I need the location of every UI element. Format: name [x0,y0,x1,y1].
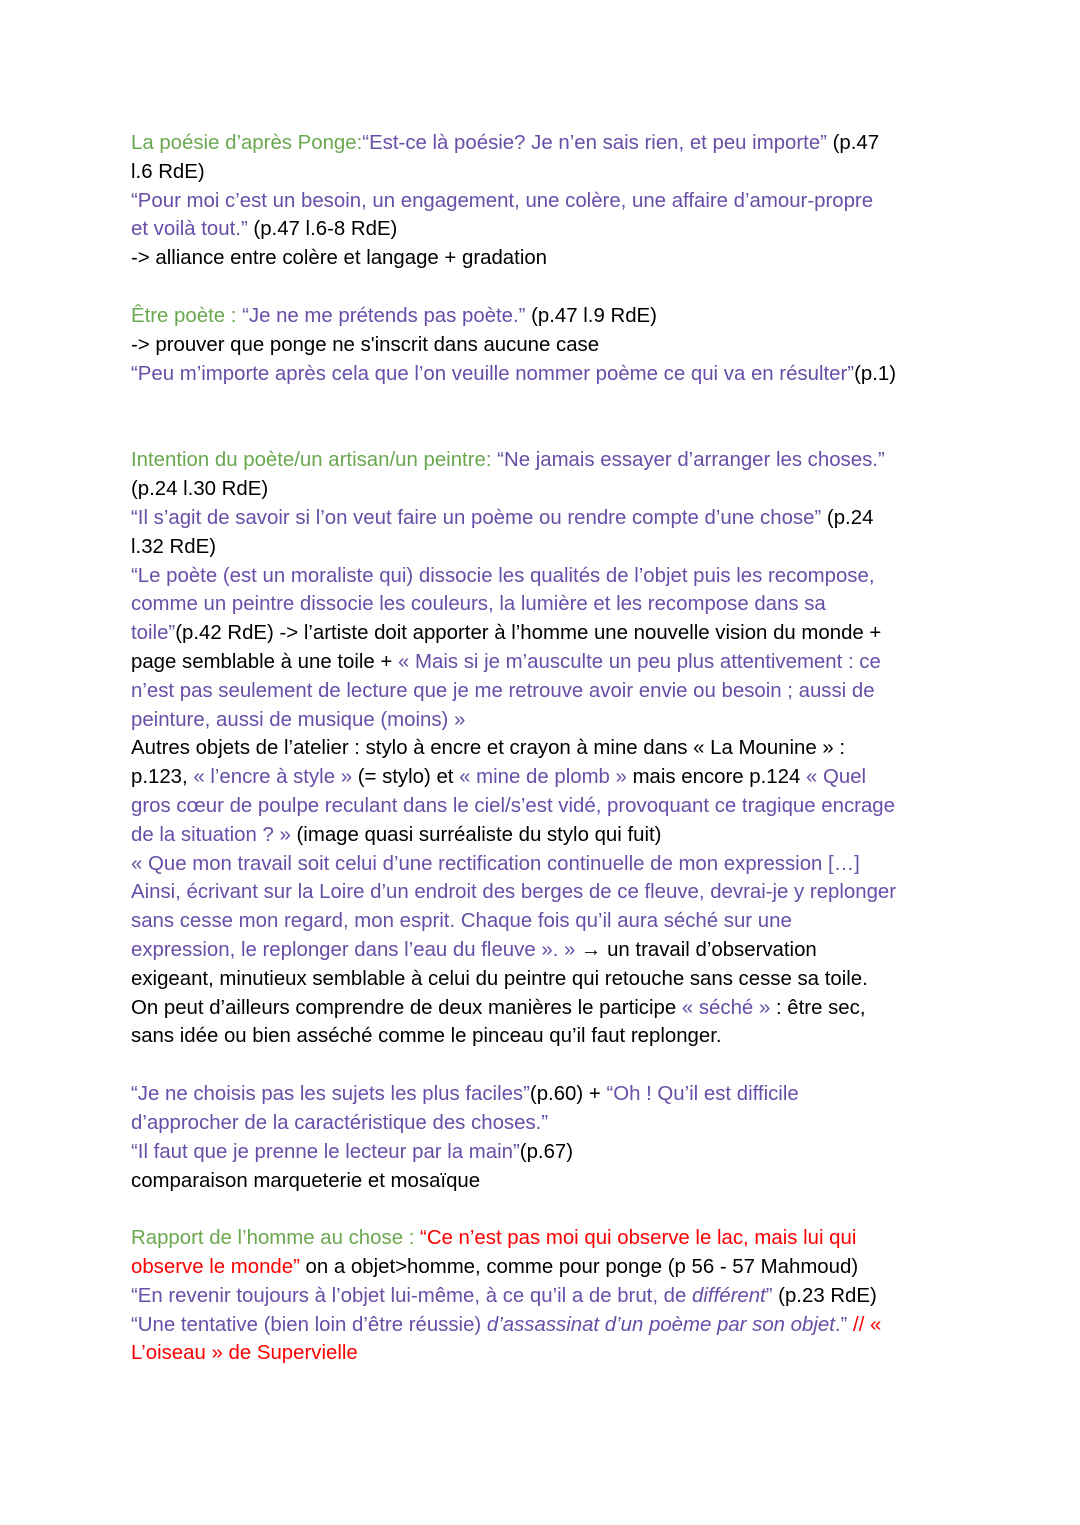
quote: expression, le replonger dans l’eau du fleuve ». » [131,938,576,961]
commentary: : être sec, [770,996,866,1019]
text-line [131,677,971,706]
quote: ” [765,1284,773,1307]
text-line [131,734,971,763]
commentary: p.123, [131,766,194,789]
highlight-quote: observe le monde” [131,1256,300,1279]
quote: peinture, aussi de musique (moins) » [131,708,466,731]
text-line [131,1282,971,1311]
highlight-text: // « [847,1313,882,1336]
reference: (p.23 RdE) [772,1284,877,1307]
quote: “Le poète (est un moraliste qui) dissocie les qualités de l’objet puis les recompose, [131,564,875,587]
reference: l.6 RdE) [131,160,205,183]
text-line [131,215,971,244]
text-line [131,158,971,187]
text-line [131,129,971,158]
quote: toile” [131,622,176,645]
commentary: → un travail d’observation [575,938,817,961]
quote: “En revenir toujours à l’objet lui-même, à ce qu’il a de brut, de [131,1284,693,1307]
commentary: On peut d’ailleurs comprendre de deux manières le participe [131,996,682,1019]
text-line [131,504,971,533]
commentary: (= stylo) et [352,766,460,789]
commentary: page semblable à une toile + [131,650,398,673]
text-line [131,792,971,821]
text-line [131,648,971,677]
commentary: Autres objets de l’atelier : stylo à encre et crayon à mine dans « La Mounine » : [131,737,846,760]
quote: “Il faut que je prenne le lecteur par la main” [131,1140,520,1163]
highlight-quote: “Ce n’est pas moi qui observe le lac, mais lui qui [420,1227,857,1250]
text-line [131,965,971,994]
text-line [131,619,971,648]
quote: « mine de plomb » [459,766,627,789]
commentary: (image quasi surréaliste du stylo qui fuit) [290,823,662,846]
quote: n’est pas seulement de lecture que je me retrouve avoir envie ou besoin ; aussi de [131,679,875,702]
quote: « Quel [806,766,867,789]
text-line [131,763,971,792]
text-line [131,878,971,907]
quote: .” [834,1313,848,1336]
quote: « Que mon travail soit celui d’une rectification continuelle de mon expression […] [131,852,860,875]
commentary: on a objet>homme, comme pour ponge (p 56 - 57 Mahmoud) [299,1256,859,1279]
quote-italic: différent [692,1284,766,1307]
reference: (p.47 [826,132,880,154]
quote-italic: d’assassinat d’un poème par son objet [486,1313,835,1336]
quote: “Ne jamais essayer d’arranger les choses.” [497,449,885,472]
quote: “Je ne choisis pas les sujets les plus faciles” [131,1083,530,1106]
section-sujets [131,1080,971,1195]
commentary: mais encore p.124 [626,766,806,789]
quote: Ainsi, écrivant sur la Loire d’un endroit des berges de ce fleuve, devrai-je y replonger [131,881,897,904]
text-line [131,1167,971,1196]
section-intention [131,446,971,1051]
commentary: (p.42 RdE) -> l’artiste doit apporter à l’homme une nouvelle vision du monde + [175,622,882,645]
text-line [131,1311,971,1340]
note: -> alliance entre colère et langage + gradation [131,247,548,270]
reference: (p.67) [519,1140,574,1163]
quote: « séché » [681,996,771,1019]
section-etre-poete [131,302,971,388]
text-line [131,1138,971,1167]
reference: l.32 RdE) [131,535,216,558]
commentary: sans idée ou bien asséché comme le pinceau qu’il faut replonger. [131,1025,722,1048]
quote: “Oh ! Qu’il est difficile [606,1083,799,1106]
reference: (p.1) [854,362,897,385]
text-line [131,1339,971,1368]
text-line [131,1080,971,1109]
text-line [131,331,971,360]
text-line [131,446,971,475]
note: -> prouver que ponge ne s'inscrit dans aucune case [131,333,600,356]
text-line [131,187,971,216]
quote: “Pour moi c’est un besoin, un engagement, une colère, une affaire d’amour-propre [131,189,874,212]
quote: “Peu m’importe après cela que l’on veuille nommer poème ce qui va en résulter” [131,362,855,385]
text-line [131,1022,971,1051]
reference: (p.47 l.9 RdE) [525,304,657,327]
reference: (p.24 [821,506,874,529]
quote: “Il s’agit de savoir si l’on veut faire un poème ou rendre compte d’une chose” [131,506,822,529]
text-line [131,1109,971,1138]
document-page [131,129,971,1368]
text-line [131,850,971,879]
text-line [131,475,971,504]
quote: et voilà tout.” [131,218,248,241]
quote: comme un peintre dissocie les couleurs, la lumière et les recompose dans sa [131,593,826,616]
quote: “Est-ce là poésie? Je n’en sais rien, et peu importe” [362,132,827,154]
quote: « l’encre à style » [193,766,353,789]
text-line [131,1224,971,1253]
text-line [131,1253,971,1282]
section-heading: Être poète : [131,304,243,327]
reference: (p.60) + [529,1083,607,1106]
text-line [131,302,971,331]
quote: gros cœur de poulpe reculant dans le ciel/s’est vidé, provoquant ce tragique encrage [131,794,895,817]
note: comparaison marqueterie et mosaïque [131,1169,481,1192]
reference: (p.24 l.30 RdE) [131,478,269,501]
section-heading: La poésie d’après Ponge: [131,132,363,154]
section-poesie [131,129,971,273]
quote: « Mais si je m’ausculte un peu plus attentivement : ce [397,650,881,673]
text-line [131,360,971,389]
quote: “Je ne me prétends pas poète.” [242,304,526,327]
quote: d’approcher de la caractéristique des choses.” [131,1111,549,1134]
text-line [131,994,971,1023]
section-rapport [131,1224,971,1368]
text-line [131,244,971,273]
text-line [131,706,971,735]
reference: (p.47 l.6-8 RdE) [247,218,398,241]
text-line [131,590,971,619]
commentary: exigeant, minutieux semblable à celui du peintre qui retouche sans cesse sa toile. [131,967,868,990]
highlight-text: L’oiseau » de Supervielle [131,1342,358,1365]
section-heading: Rapport de l’homme au chose : [131,1227,421,1250]
quote: “Une tentative (bien loin d’être réussie) [131,1313,487,1336]
text-line [131,936,971,965]
text-line [131,562,971,591]
section-heading: Intention du poète/un artisan/un peintre: [131,449,498,472]
text-line [131,907,971,936]
text-line [131,533,971,562]
quote: sans cesse mon regard, mon esprit. Chaque fois qu’il aura séché sur une [131,910,792,933]
text-line [131,821,971,850]
quote: de la situation ? » [131,823,291,846]
